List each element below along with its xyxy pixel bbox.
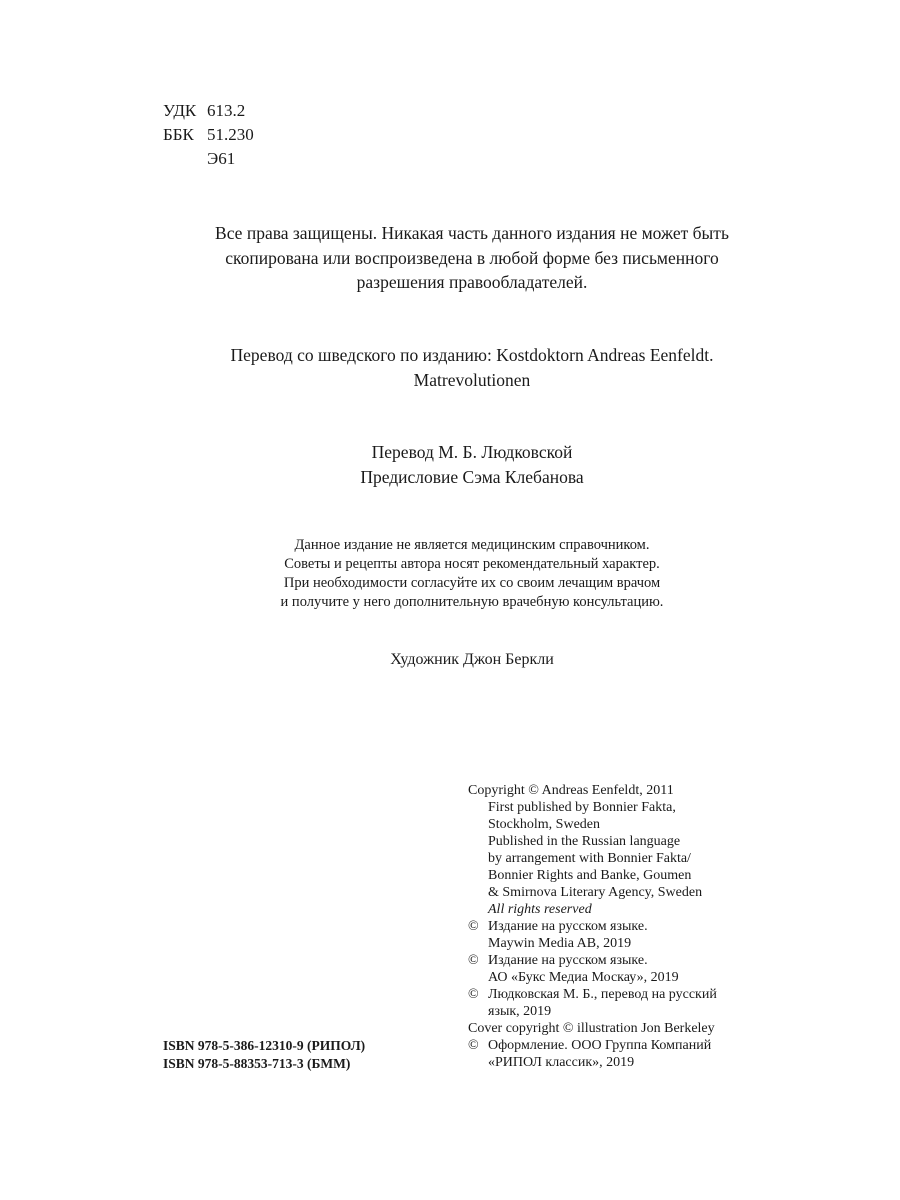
copyright-line: Cover copyright © illustration Jon Berkeley xyxy=(468,1021,715,1036)
translation-source-line: Matrevolutionen xyxy=(413,369,531,390)
translation-source-line: Перевод со шведского по изданию: Kostdoktorn Andreas Eenfeldt. xyxy=(230,345,714,365)
rights-line: Все права защищены. Никакая часть данного издания не может быть xyxy=(215,223,729,243)
copyright-line xyxy=(468,1037,788,1054)
copyright-mark: © xyxy=(468,987,479,1002)
isbn-bmm: ISBN 978-5-88353-713-3 (БММ) xyxy=(163,1056,351,1071)
copyright-line: by arrangement with Bonnier Fakta/ xyxy=(488,851,691,866)
disclaimer-line: и получите у него дополнительную врачебную консультацию. xyxy=(280,594,664,610)
copyright-text: Издание на русском языке. xyxy=(488,919,648,934)
rights-line: разрешения правообладателей. xyxy=(356,272,588,292)
copyright-text: Издание на русском языке. xyxy=(488,953,648,968)
author-mark: Э61 xyxy=(207,149,236,168)
copyright-line: First published by Bonnier Fakta, xyxy=(488,800,676,815)
udk-label: УДК xyxy=(163,101,197,120)
copyright-line: язык, 2019 xyxy=(488,1004,552,1019)
disclaimer-line: Данное издание не является медицинским справочником. xyxy=(294,537,650,553)
credits xyxy=(100,440,844,489)
copyright-line xyxy=(468,952,788,969)
copyright-text: Оформление. ООО Группа Компаний xyxy=(488,1038,712,1053)
copyright-line: «РИПОЛ классик», 2019 xyxy=(488,1055,635,1070)
copyright-line: Copyright © Andreas Eenfeldt, 2011 xyxy=(468,783,674,798)
copyright-line: АО «Букс Медиа Москау», 2019 xyxy=(488,970,679,985)
isbn-ripol: ISBN 978-5-386-12310-9 (РИПОЛ) xyxy=(163,1038,366,1053)
copyright-block xyxy=(468,782,788,1071)
copyright-line: Published in the Russian language xyxy=(488,834,681,849)
disclaimer-line: При необходимости согласуйте их со своим лечащим врачом xyxy=(283,575,661,591)
copyright-line: Bonnier Rights and Banke, Goumen xyxy=(488,868,692,883)
bbk-label: ББК xyxy=(163,125,194,144)
copyright-line: Maywin Media AB, 2019 xyxy=(488,936,632,951)
copyright-line: Stockholm, Sweden xyxy=(488,817,600,832)
copyright-mark: © xyxy=(468,1038,479,1053)
copyright-mark: © xyxy=(468,953,479,968)
classification-codes xyxy=(163,99,254,171)
copyright-line xyxy=(468,986,788,1003)
medical-disclaimer xyxy=(100,536,844,612)
translator-credit: Перевод М. Б. Людковской xyxy=(371,442,573,462)
translation-source xyxy=(100,343,844,392)
all-rights-reserved: All rights reserved xyxy=(488,902,592,917)
copyright-line: & Smirnova Literary Agency, Sweden xyxy=(488,885,703,900)
isbn-block xyxy=(163,1037,365,1073)
copyright-line xyxy=(468,918,788,935)
udk-value: 613.2 xyxy=(207,101,246,120)
rights-line: скопирована или воспроизведена в любой форме без письменного xyxy=(225,247,719,268)
copyright-text: Людковская М. Б., перевод на русский xyxy=(488,987,717,1002)
udk-code xyxy=(163,99,254,123)
bbk-code xyxy=(163,123,254,147)
foreword-credit: Предисловие Сэма Клебанова xyxy=(360,466,584,487)
disclaimer-line: Советы и рецепты автора носят рекомендательный характер. xyxy=(284,556,660,572)
artist-credit: Художник Джон Беркли xyxy=(390,651,554,668)
copyright-mark: © xyxy=(468,919,479,934)
bbk-value: 51.230 xyxy=(207,125,254,144)
rights-notice xyxy=(100,221,844,295)
